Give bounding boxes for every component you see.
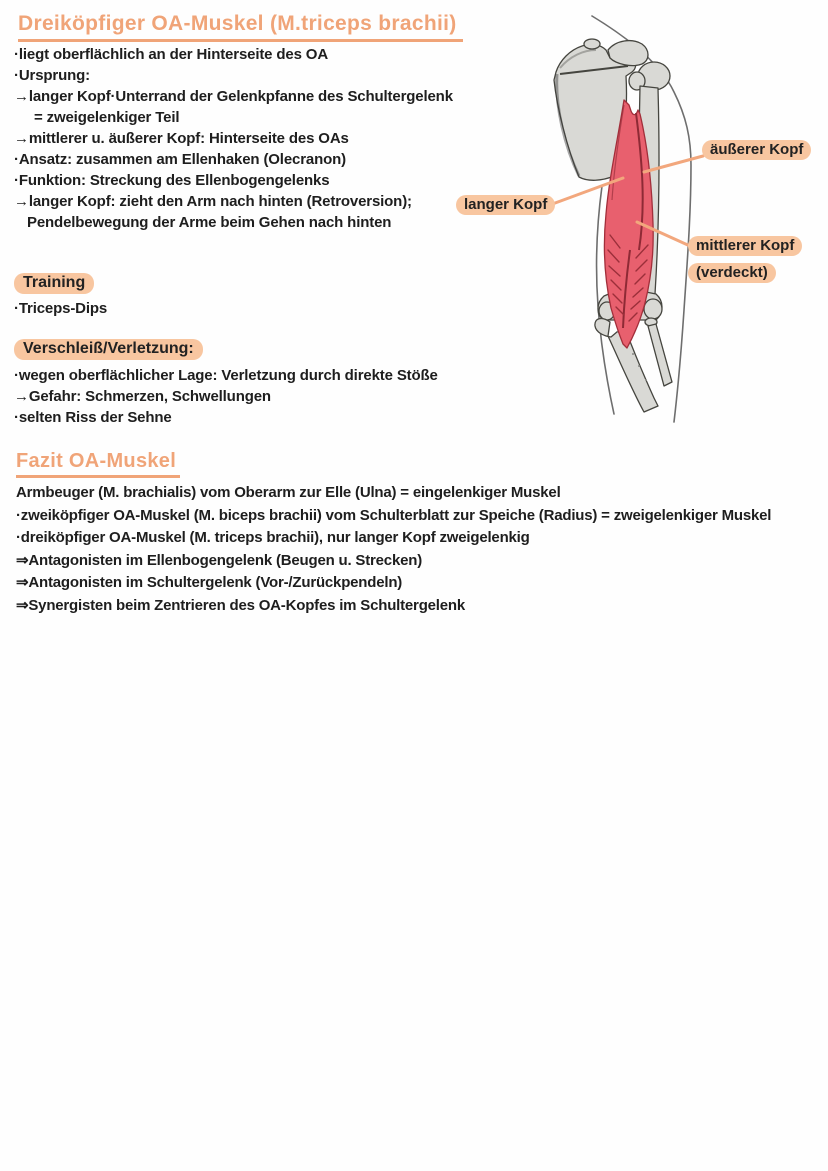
note-line: ·Funktion: Streckung des Ellenbogengelenks bbox=[14, 172, 330, 189]
middle-head-label: mittlerer Kopf bbox=[688, 236, 802, 256]
note-line: ·Triceps-Dips bbox=[14, 300, 108, 317]
note-line: →langer Kopf·Unterrand der Gelenkpfanne des Schultergelenk bbox=[14, 88, 453, 105]
note-line: ⇒Synergisten beim Zentrieren des OA-Kopfes im Schultergelenk bbox=[16, 596, 466, 614]
wear-heading: Verschleiß/Verletzung: bbox=[14, 339, 203, 360]
note-line: ·Ansatz: zusammen am Ellenhaken (Olecranon) bbox=[14, 151, 346, 168]
note-line: ·wegen oberflächlicher Lage: Verletzung durch direkte Stöße bbox=[14, 367, 438, 384]
note-line: →langer Kopf: zieht den Arm nach hinten (Retroversion); bbox=[14, 193, 412, 210]
note-line: ·zweiköpfiger OA-Muskel (M. biceps brachii) vom Schulterblatt zur Speiche (Radius) = zweigelenkiger Muskel bbox=[16, 506, 772, 524]
note-line: ·selten Riss der Sehne bbox=[14, 409, 172, 426]
note-line: →mittlerer u. äußerer Kopf: Hinterseite des OAs bbox=[14, 130, 349, 147]
note-line: →Gefahr: Schmerzen, Schwellungen bbox=[14, 388, 271, 405]
outer-head-label: äußerer Kopf bbox=[702, 140, 811, 160]
long-head-label: langer Kopf bbox=[456, 195, 555, 215]
section-training bbox=[14, 273, 107, 319]
triceps-diagram-art bbox=[440, 10, 828, 430]
note-line: ⇒Antagonisten im Schultergelenk (Vor-/Zurückpendeln) bbox=[16, 574, 403, 591]
note-line: ⇒Antagonisten im Ellenbogengelenk (Beugen u. Strecken) bbox=[16, 551, 422, 569]
section-wear-injury bbox=[14, 339, 438, 428]
section-fazit bbox=[16, 482, 771, 617]
arm-illustration bbox=[440, 10, 828, 430]
note-line: Armbeuger (M. brachialis) vom Oberarm zur Elle (Ulna) = eingelenkiger Muskel bbox=[16, 484, 561, 501]
note-line: ·liegt oberflächlich an der Hinterseite des OA bbox=[14, 46, 329, 63]
note-line: ·Ursprung: bbox=[14, 67, 90, 84]
note-line: ·dreiköpfiger OA-Muskel (M. triceps brachii), nur langer Kopf zweigelenkig bbox=[16, 529, 530, 546]
training-heading: Training bbox=[14, 273, 94, 294]
page-title: Dreiköpfiger OA-Muskel (M.triceps brachii) bbox=[18, 12, 463, 42]
note-line: = zweigelenkiger Teil bbox=[34, 109, 180, 126]
middle-head-note-label: (verdeckt) bbox=[688, 263, 776, 283]
fazit-heading: Fazit OA-Muskel bbox=[16, 450, 180, 478]
intro-notes bbox=[14, 44, 453, 233]
note-line: Pendelbewegung der Arme beim Gehen nach hinten bbox=[27, 214, 392, 231]
